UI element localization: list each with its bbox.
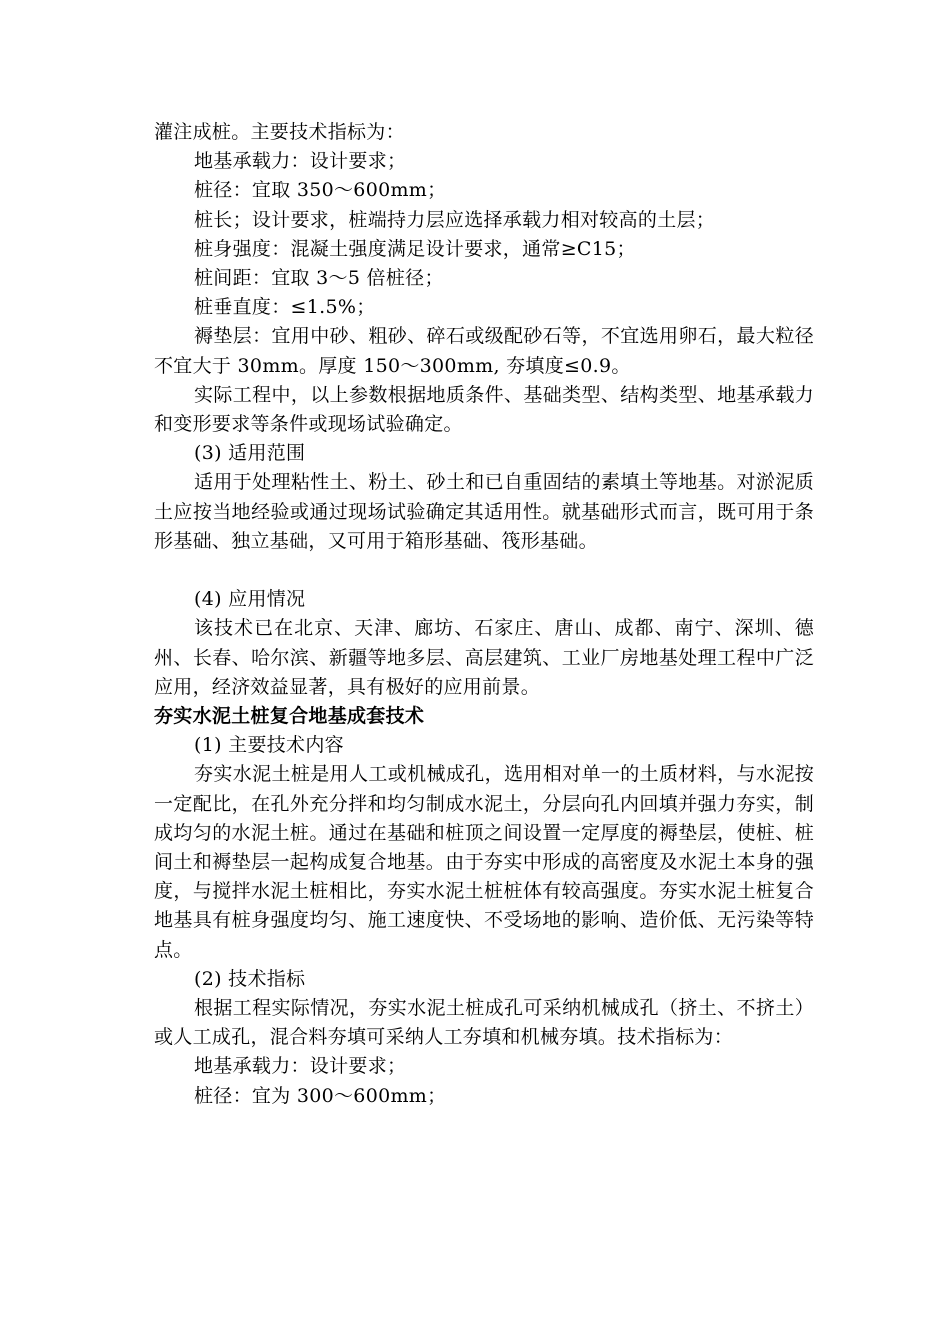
pile-diameter-line: 桩径：宜取 350～600mm； [194, 179, 447, 202]
pile-length-line: 桩长；设计要求，桩端持力层应选择承载力相对较高的土层； [194, 208, 716, 231]
pile-diameter-line-2: 桩径：宜为 300～600mm； [194, 1084, 447, 1107]
bearing-capacity-line-2: 地基承载力：设计要求； [194, 1055, 407, 1078]
document-page [154, 118, 814, 1111]
bearing-capacity-line: 地基承载力：设计要求； [194, 150, 407, 173]
cushion-layer-paragraph: 褥垫层：宜用中砂、粗砂、碎石或级配砂石等，不宜选用卵石，最大粒径不宜大于 30mm。厚度 150～300mm, 夯填度≤0.9。 [154, 325, 814, 377]
section-title: 夯实水泥土桩复合地基成套技术 [154, 705, 425, 728]
application-paragraph: 该技术已在北京、天津、廊坊、石家庄、唐山、成都、南宁、深圳、德州、长春、哈尔滨、新疆等地多层、高层建筑、工业厂房地基处理工程中广泛应用，经济效益显著，具有极好的应用前景。 [154, 617, 814, 698]
application-heading: (4) 应用情况 [194, 588, 306, 611]
pile-strength-line: 桩身强度：混凝土强度满足设计要求，通常≥C15； [194, 237, 636, 260]
index-paragraph: 根据工程实际情况，夯实水泥土桩成孔可采纳机械成孔（挤土、不挤土）或人工成孔，混合料夯填可采纳人工夯填和机械夯填。技术指标为： [154, 997, 814, 1049]
content-heading: (1) 主要技术内容 [194, 734, 344, 757]
practice-paragraph: 实际工程中，以上参数根据地质条件、基础类型、结构类型、地基承载力和变形要求等条件或现场试验确定。 [154, 383, 814, 436]
pile-verticality-line: 桩垂直度：≤1.5%； [194, 296, 376, 319]
intro-line: 灌注成桩。主要技术指标为： [154, 121, 405, 143]
pile-spacing-line: 桩间距：宜取 3～5 倍桩径； [194, 267, 444, 290]
content-paragraph: 夯实水泥土桩是用人工或机械成孔，选用相对单一的土质材料，与水泥按一定配比，在孔外充分拌和均匀制成水泥土，分层向孔内回填并强力夯实，制成均匀的水泥土桩。通过在基础和桩顶之间设置一定厚度的褥垫层，使桩、桩间土和褥垫层一起构成复合地基。由于夯实中形成的高密度及水泥土本身的强度，与搅拌水泥土桩相比，夯实水泥土桩桩体有较高强度。夯实水泥土桩复合地基具有桩身强度均匀、施工速度快、不受场地的影响、造价低、无污染等特点。 [154, 763, 814, 961]
scope-heading: (3) 适用范围 [194, 442, 306, 465]
blank-line [154, 556, 814, 585]
scope-paragraph: 适用于处理粘性土、粉土、砂土和已自重固结的素填土等地基。对淤泥质土应按当地经验或通过现场试验确定其适用性。就基础形式而言，既可用于条形基础、独立基础，又可用于箱形基础、筏形基础。 [154, 471, 814, 552]
index-heading: (2) 技术指标 [194, 967, 306, 990]
